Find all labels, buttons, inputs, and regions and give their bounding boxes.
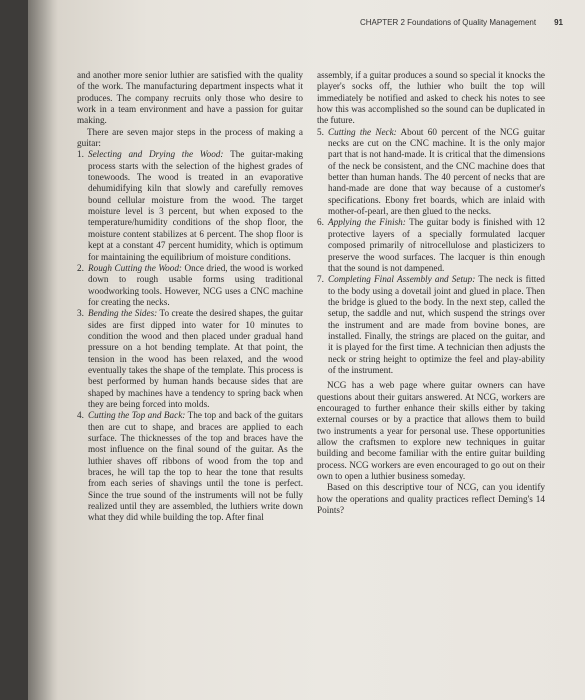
closing-question: Based on this descriptive tour of NCG, can you identify how the operations and quality practices reflect Deming's 14 Points?	[317, 482, 545, 516]
step-text: The neck is fitted to the body using a dovetail joint and glued in place. Then the bridge is glued to the body. In the next step, called the setup, the saddle and nut, which suspend the strings over the instrument and are made from bovine bones, are installed. Finally, the strings are placed on the guitar, and it is played for the first time. A technician then adjusts the neck or string height to optimize the feel and play-ability of the instrument.	[328, 274, 545, 375]
step-number: 2.	[77, 262, 84, 273]
step-heading: Completing Final Assembly and Setup:	[328, 274, 476, 285]
step-item-4	[77, 410, 303, 523]
step-number: 4.	[77, 410, 84, 421]
step-text: The guitar body is finished with 12 protective layers of a specially formulated lacquer composed primarily of nitrocellulose and plasticizers to preserve the wood surfaces. The lacquer is thin enough that the sound is not dampened.	[328, 217, 546, 273]
step-item-5	[317, 127, 545, 218]
step-text: The top and back of the guitars then are cut to shape, and braces are applied to each surface. The thicknesses of the top and braces have the most influence on the final sound of the guitar. As the luthier shaves off ribbons of wood from the top and braces, he will tap the top to hear the tone that results from each series of shavings until the tone is perfect. Since the true sound of the instruments will not be fully realized until they are assembled, the luthiers write down what they did while building the top. After final	[88, 410, 303, 523]
book-page	[28, 0, 585, 700]
step-heading: Cutting the Top and Back:	[88, 410, 186, 421]
steps-list-left	[77, 149, 303, 523]
step-number: 1.	[77, 149, 84, 160]
step-heading: Selecting and Drying the Wood:	[88, 149, 224, 160]
steps-list-right	[317, 127, 545, 377]
step-heading: Applying the Finish:	[328, 217, 406, 228]
step-item-7	[317, 274, 545, 376]
continuation-paragraph: assembly, if a guitar produces a sound so special it knocks the player's socks off, the luthier who built the top will immediately be notified and asked to check his notes to see how this was accomplished so the sound can be duplicated in the future.	[317, 70, 545, 126]
running-header	[360, 18, 563, 27]
step-number: 6.	[317, 217, 324, 228]
page-number: 91	[554, 18, 563, 27]
steps-intro: There are seven major steps in the process of making a guitar:	[77, 126, 303, 149]
step-item-3	[77, 308, 303, 410]
step-number: 7.	[317, 274, 324, 285]
step-heading: Rough Cutting the Wood:	[88, 262, 182, 273]
step-item-1	[77, 149, 303, 262]
left-column	[77, 70, 303, 524]
step-number: 5.	[317, 126, 324, 137]
intro-paragraph: and another more senior luthier are satisfied with the quality of the work. The manufacturing department inspects what it produces. The company recruits only those who desire to work in a team environment and have a passion for guitar making.	[77, 70, 303, 126]
right-column	[317, 70, 545, 516]
step-heading: Bending the Sides:	[88, 308, 158, 319]
step-text: The guitar-making process starts with the selection of the highest grades of tonewoods. The wood is treated in an evaporative dehumidifying kiln that slowly and carefully removes bound cellular moisture from the wood. The target moisture level is 3 percent, but when exposed to the temperature/humidity conditions of the shop floor, the moisture content stabilizes at 6 percent. The shop floor is kept at a constant 47 percent humidity, which is optimum for maintaining the equilibrium of moisture conditions.	[88, 149, 304, 262]
step-heading: Cutting the Neck:	[328, 126, 397, 137]
step-number: 3.	[77, 308, 84, 319]
chapter-title: CHAPTER 2 Foundations of Quality Management	[360, 18, 537, 27]
step-text: To create the desired shapes, the guitar sides are first dipped into water for 10 minutes to condition the wood and then placed under gradual hand pressure on a hot bending template. At that point, the tension in the wood has been relaxed, and the wood eventually takes the shape of the template. This process is best performed by human hands because sides that are shaped by machines have a tendency to spring back when they are being forced into molds.	[88, 308, 303, 409]
page-gutter-shadow	[28, 0, 58, 700]
step-item-6	[317, 217, 545, 274]
step-text: Once dried, the wood is worked down to rough usable forms using traditional woodworking tools. However, NCG uses a CNC machine for creating the necks.	[88, 262, 303, 307]
closing-paragraph-1: NCG has a web page where guitar owners can have questions about their guitars answered. At NCG, workers are encouraged to further enhance their skills either by taking external courses or by a practice that allows them to build two instruments a year for personal use. These opportunities allow the craftsmen to explore new techniques in guitar building and become familiar with the entire guitar building process. NCG workers are even encouraged to go out on their own to open a luthier business someday.	[317, 380, 545, 482]
step-text: About 60 percent of the NCG guitar necks are cut on the CNC machine. It is the only major part that is not hand-made. It is critical that the dimensions of the neck be consistent, and the CNC machine does that better than human hands. The 40 percent of necks that are hand-made are done that way because of a customer's specifications. Ebony fret boards, which are inlaid with mother-of-pearl, are then glued to the necks.	[328, 126, 545, 217]
step-item-2	[77, 263, 303, 308]
